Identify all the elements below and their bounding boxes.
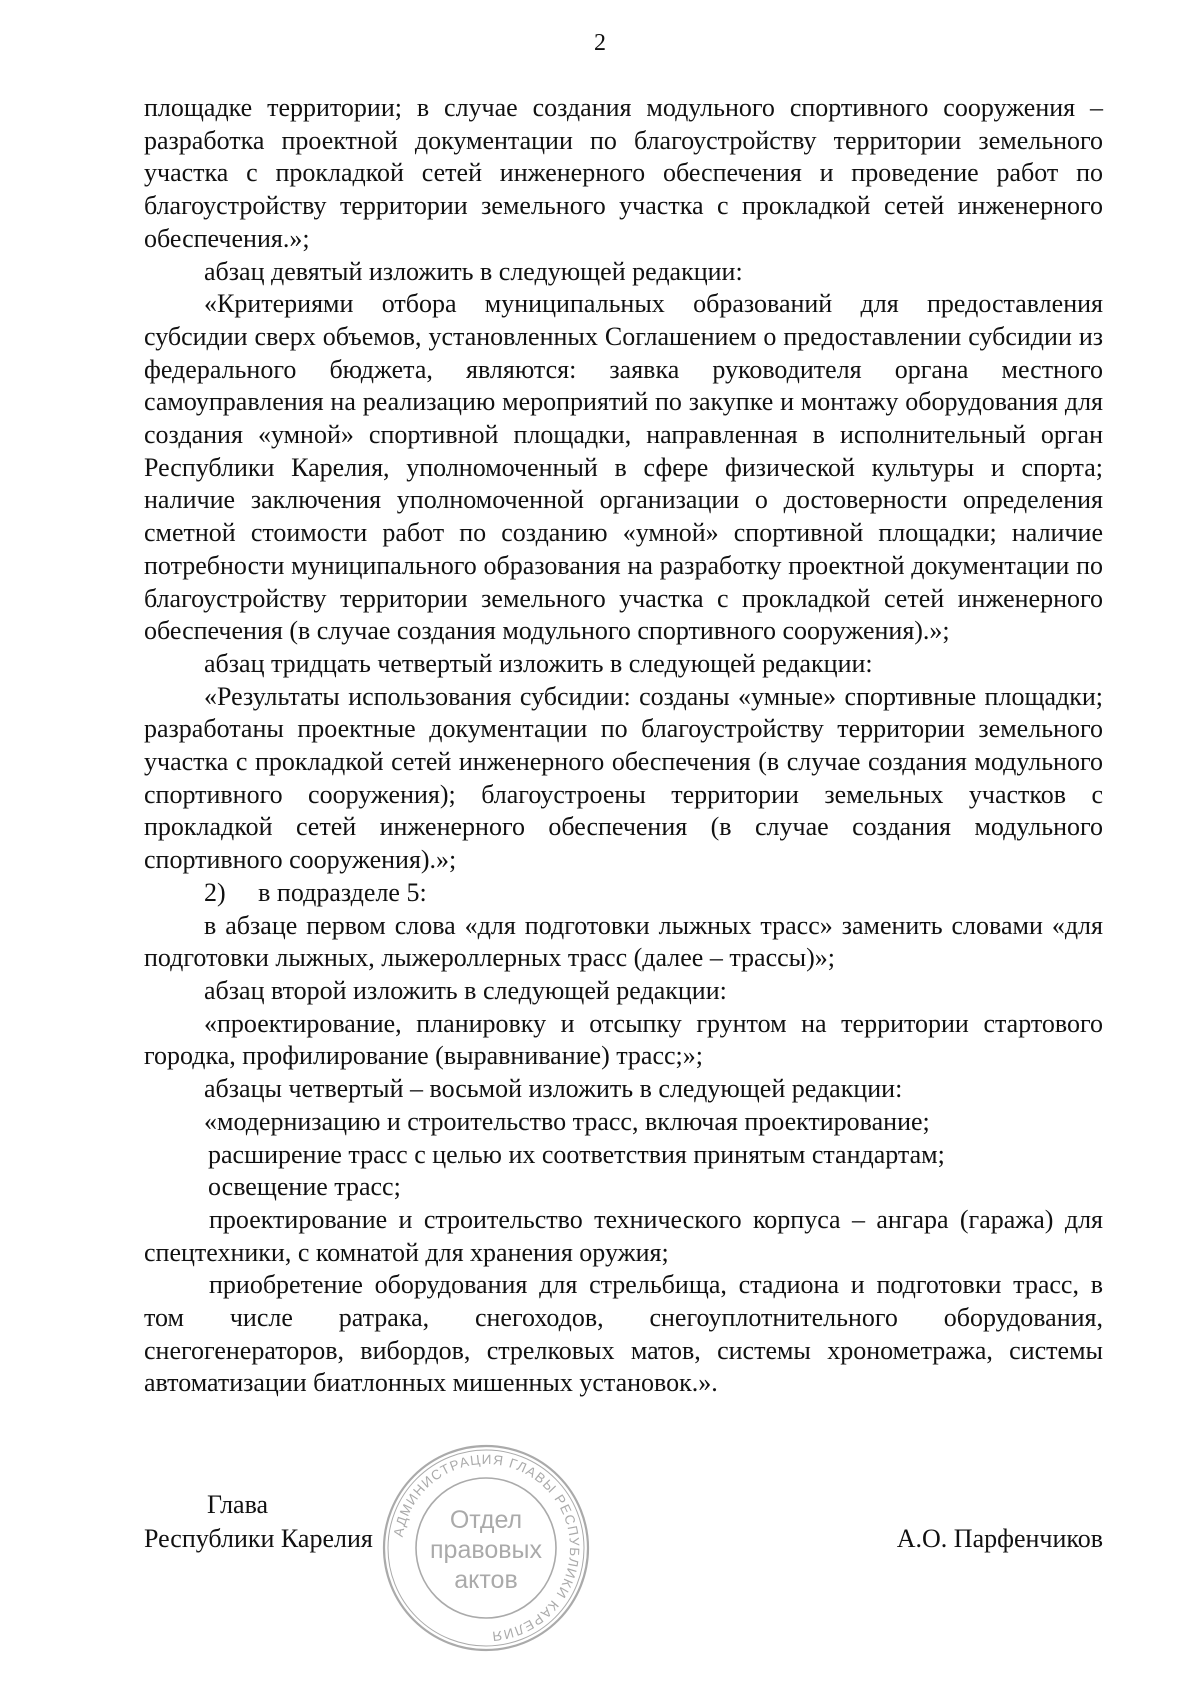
paragraph-instruction: в абзаце первом слова «для подготовки лыжных трасс» заменить словами «для подготовки лыжных, лыжероллерных трасс (далее – трассы)»; (144, 910, 1103, 973)
paragraph-continuation: площадке территории; в случае создания модульного спортивного сооружения – разработка проектной документации по благоустройству территории земельного участка с прокладкой сетей инженерного обеспечения и проведение работ по благоустройству территории земельного участка с прокладкой сетей инженерного обеспечения.»; (144, 93, 1103, 253)
signatory-position-org: Республики Карелия (144, 1524, 373, 1553)
paragraph-quoted-text: «проектирование, планировку и отсыпку грунтом на территории стартового городка, профилирование (выравнивание) трасс;»; (144, 1008, 1103, 1071)
paragraph-list-entry: приобретение оборудования для стрельбища, стадиона и подготовки трасс, в том числе ратрака, снегоходов, снегоуплотнительного оборудования, снегогенераторов, вибордов, стрелковых матов, системы хронометража, системы автоматизации биатлонных мишенных установок.». (144, 1270, 1103, 1398)
paragraph-list-entry: освещение трасс; (208, 1172, 401, 1202)
paragraph-instruction: абзац тридцать четвертый изложить в следующей редакции: (204, 648, 873, 678)
signatory-position: Глава (207, 1490, 269, 1519)
paragraph-instruction: абзац второй изложить в следующей редакции: (204, 975, 727, 1005)
paragraph-quoted-text: «Результаты использования субсидии: созданы «умные» спортивные площадки; разработаны проектные документации по благоустройству территории земельного участка с прокладкой сетей инженерного обеспечения (в случае создания модульного спортивного сооружения); благоустроены территории земельных участков с прокладкой сетей инженерного обеспечения (в случае создания модульного спортивного сооружения).»; (144, 681, 1103, 875)
stamp-center-line-3: актов (454, 1566, 518, 1594)
paragraph-quoted-text: «модернизацию и строительство трасс, включая проектирование; (204, 1106, 930, 1136)
signatory-name: А.О. Парфенчиков (896, 1524, 1103, 1553)
stamp-ring-text: АДМИНИСТРАЦИЯ ГЛАВЫ РЕСПУБЛИКИ КАРЕЛИЯ (390, 1451, 583, 1644)
page-number: 2 (594, 30, 606, 56)
paragraph-instruction: абзац девятый изложить в следующей редакции: (204, 256, 743, 286)
signature-block (144, 1488, 1103, 1568)
stamp-center-line-2: правовых (430, 1536, 542, 1564)
stamp-center-line-1: Отдел (449, 1506, 523, 1534)
paragraph-instruction: абзацы четвертый – восьмой изложить в следующей редакции: (204, 1074, 903, 1104)
paragraph-quoted-text: «Критериями отбора муниципальных образований для предоставления субсидии сверх объемов, установленных Соглашением о предоставлении субсидии из федерального бюджета, являются: заявка руководителя органа местного самоуправления на реализацию мероприятий по закупке и монтажу оборудования для создания «умной» спортивной площадки, направленная в исполнительный орган Республики Карелия, уполномоченный в сфере физической культуры и спорта; наличие заключения уполномоченной организации о достоверности определения сметной стоимости работ по созданию «умной» спортивной площадки; наличие потребности муниципального образования на разработку проектной документации по благоустройству территории земельного участка с прокладкой сетей инженерного обеспечения (в случае создания модульного спортивного сооружения).»; (144, 289, 1103, 646)
official-stamp (380, 1442, 592, 1654)
paragraph-list-entry: расширение трасс с целью их соответствия принятым стандартам; (208, 1139, 945, 1169)
paragraph-list-item: 2) в подразделе 5: (204, 877, 427, 907)
document-body (144, 92, 1103, 1400)
paragraph-list-entry: проектирование и строительство технического корпуса – ангара (гаража) для спецтехники, с комнатой для хранения оружия; (144, 1204, 1103, 1267)
